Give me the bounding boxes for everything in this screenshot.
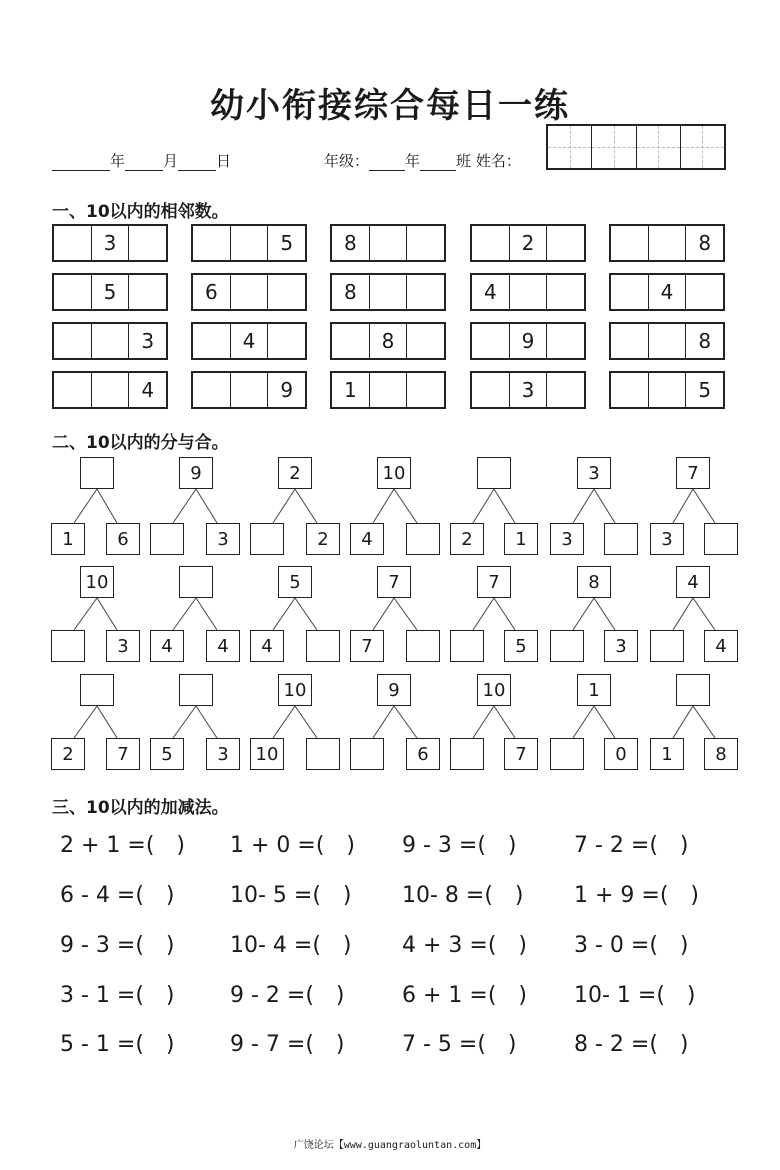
- name-cell[interactable]: [681, 126, 724, 168]
- bond-total-box[interactable]: 10: [377, 457, 411, 489]
- adjacent-number-group: [470, 224, 586, 262]
- bond-total-box[interactable]: 1: [577, 674, 611, 706]
- adjacent-number-group: [191, 322, 307, 360]
- number-cell[interactable]: [407, 324, 444, 358]
- number-cell[interactable]: [231, 275, 269, 309]
- bond-total-box[interactable]: [179, 674, 213, 706]
- number-cell[interactable]: [649, 373, 687, 407]
- equation[interactable]: 9 - 3 =( ): [60, 933, 175, 958]
- adjacent-number-group: [191, 371, 307, 409]
- equation[interactable]: 8 - 2 =( ): [574, 1032, 689, 1057]
- adjacent-number-group: [191, 224, 307, 262]
- equation[interactable]: 6 + 1 =( ): [402, 983, 528, 1008]
- number-cell[interactable]: [231, 373, 269, 407]
- bond-left-box[interactable]: [650, 630, 684, 662]
- bond-left-box[interactable]: 7: [350, 630, 384, 662]
- number-cell[interactable]: 9: [280, 378, 294, 402]
- adjacent-number-group: [191, 273, 307, 311]
- name-cell[interactable]: [548, 126, 592, 168]
- bond-line-left: [373, 706, 394, 738]
- bond-line-right: [594, 706, 615, 738]
- name-label: 姓名：: [475, 152, 521, 170]
- bond-line-left: [673, 489, 693, 523]
- number-cell[interactable]: [407, 275, 444, 309]
- bond-right-box[interactable]: 6: [406, 738, 440, 770]
- equation[interactable]: 1 + 9 =( ): [574, 883, 700, 908]
- number-cell[interactable]: [649, 226, 687, 260]
- grade-year-label: 年: [405, 152, 421, 170]
- number-cell[interactable]: 8: [698, 231, 712, 255]
- bond-line-right: [97, 598, 117, 630]
- number-cell[interactable]: [611, 275, 649, 309]
- bond-line-left: [473, 598, 494, 630]
- bond-line-left: [573, 706, 594, 738]
- bond-total-box[interactable]: [179, 566, 213, 598]
- bond-line-right: [494, 706, 515, 738]
- section-3-title: 三、10以内的加减法。: [52, 798, 229, 818]
- day-blank[interactable]: [178, 156, 216, 171]
- number-cell[interactable]: 4: [472, 275, 510, 309]
- number-cell[interactable]: [611, 226, 649, 260]
- number-cell[interactable]: 9: [510, 324, 548, 358]
- class-blank[interactable]: [420, 156, 456, 171]
- bond-total-box[interactable]: 7: [477, 566, 511, 598]
- number-cell[interactable]: 4: [231, 324, 269, 358]
- number-cell[interactable]: 3: [141, 329, 155, 353]
- bond-right-box[interactable]: 5: [504, 630, 538, 662]
- adjacent-number-group: [330, 371, 446, 409]
- equation[interactable]: 6 - 4 =( ): [60, 883, 175, 908]
- bond-total-box[interactable]: [80, 457, 114, 489]
- bond-left-box[interactable]: 4: [350, 523, 384, 555]
- footer-watermark: 广饶论坛【www.guangraoluntan.com】: [293, 1140, 487, 1151]
- number-cell[interactable]: [129, 275, 166, 309]
- grade-blank[interactable]: [369, 156, 405, 171]
- number-cell[interactable]: 8: [332, 275, 370, 309]
- number-cell[interactable]: [268, 324, 305, 358]
- bond-right-box[interactable]: 3: [206, 523, 240, 555]
- number-cell[interactable]: [407, 226, 444, 260]
- month-label: 月: [163, 152, 179, 170]
- adjacent-number-group: [470, 371, 586, 409]
- bond-right-box[interactable]: [406, 523, 440, 555]
- number-cell[interactable]: 5: [280, 231, 294, 255]
- number-cell[interactable]: [472, 373, 510, 407]
- equation[interactable]: 10- 8 =( ): [402, 883, 524, 908]
- adjacent-number-group: [52, 371, 168, 409]
- bond-right-box[interactable]: 6: [106, 523, 140, 555]
- bond-total-box[interactable]: 8: [577, 566, 611, 598]
- number-cell[interactable]: 5: [698, 378, 712, 402]
- number-cell[interactable]: [193, 226, 231, 260]
- bond-right-box[interactable]: 3: [604, 630, 638, 662]
- bond-right-box[interactable]: 8: [704, 738, 738, 770]
- number-cell[interactable]: [547, 373, 584, 407]
- bond-line-right: [494, 489, 515, 523]
- bond-right-box[interactable]: [406, 630, 440, 662]
- bond-line-right: [693, 706, 715, 738]
- bond-line-left: [373, 598, 394, 630]
- equation[interactable]: 7 - 2 =( ): [574, 833, 689, 858]
- bond-left-box[interactable]: [250, 523, 284, 555]
- day-label: 日: [216, 152, 232, 170]
- number-cell[interactable]: 3: [510, 373, 548, 407]
- equation[interactable]: 7 - 5 =( ): [402, 1032, 517, 1057]
- name-cell[interactable]: [592, 126, 636, 168]
- bond-left-box[interactable]: 4: [250, 630, 284, 662]
- number-cell[interactable]: [193, 324, 231, 358]
- bond-line-right: [196, 598, 217, 630]
- equation[interactable]: 10- 5 =( ): [230, 883, 352, 908]
- bond-line-left: [473, 706, 494, 738]
- bond-total-box[interactable]: 7: [676, 457, 710, 489]
- number-cell[interactable]: [547, 275, 584, 309]
- number-cell[interactable]: [54, 275, 92, 309]
- bond-line-left: [74, 489, 97, 523]
- bond-total-box[interactable]: 9: [179, 457, 213, 489]
- bond-line-right: [594, 598, 615, 630]
- bond-line-left: [573, 489, 594, 523]
- bond-left-box[interactable]: 1: [650, 738, 684, 770]
- bond-line-right: [394, 489, 417, 523]
- number-cell[interactable]: [332, 324, 370, 358]
- year-blank[interactable]: [52, 156, 110, 171]
- bond-total-box[interactable]: 2: [278, 457, 312, 489]
- month-blank[interactable]: [125, 156, 163, 171]
- bond-total-box[interactable]: [676, 674, 710, 706]
- equation[interactable]: 2 + 1 =( ): [60, 833, 186, 858]
- bond-left-box[interactable]: 3: [550, 523, 584, 555]
- adjacent-number-group: [470, 273, 586, 311]
- equation[interactable]: 4 + 3 =( ): [402, 933, 528, 958]
- bond-right-box[interactable]: [604, 523, 638, 555]
- bond-line-right: [494, 598, 515, 630]
- number-cell[interactable]: 3: [92, 226, 130, 260]
- number-cell[interactable]: 6: [193, 275, 231, 309]
- grade-label: 年级：: [324, 152, 370, 170]
- bond-total-box[interactable]: 5: [278, 566, 312, 598]
- bond-left-box[interactable]: 4: [150, 630, 184, 662]
- equation[interactable]: 10- 4 =( ): [230, 933, 352, 958]
- bond-left-box[interactable]: 5: [150, 738, 184, 770]
- bond-left-box[interactable]: [350, 738, 384, 770]
- bond-total-box[interactable]: [477, 457, 511, 489]
- class-label: 班: [456, 152, 472, 170]
- number-cell[interactable]: [547, 226, 584, 260]
- number-cell[interactable]: [649, 324, 687, 358]
- adjacent-number-group: [609, 322, 725, 360]
- number-cell[interactable]: [370, 373, 408, 407]
- bond-right-box[interactable]: [704, 523, 738, 555]
- bond-right-box[interactable]: 7: [504, 738, 538, 770]
- bond-line-right: [295, 598, 317, 630]
- number-cell[interactable]: [510, 275, 548, 309]
- number-cell[interactable]: [268, 275, 305, 309]
- bond-right-box[interactable]: 7: [106, 738, 140, 770]
- bond-total-box[interactable]: 3: [577, 457, 611, 489]
- bond-line-right: [394, 598, 417, 630]
- number-cell[interactable]: [92, 324, 130, 358]
- bond-right-box[interactable]: [306, 738, 340, 770]
- bond-line-left: [173, 489, 196, 523]
- class-line: [324, 150, 521, 171]
- number-cell[interactable]: [370, 275, 408, 309]
- bond-right-box[interactable]: 4: [206, 630, 240, 662]
- number-cell[interactable]: [231, 226, 269, 260]
- bond-right-box[interactable]: 0: [604, 738, 638, 770]
- adjacent-number-group: [609, 371, 725, 409]
- name-writing-grid[interactable]: [546, 124, 726, 170]
- bond-total-box[interactable]: 9: [377, 674, 411, 706]
- bond-line-left: [74, 706, 97, 738]
- bond-line-right: [196, 706, 217, 738]
- bond-line-right: [394, 706, 417, 738]
- bond-line-left: [173, 598, 196, 630]
- bond-left-box[interactable]: [450, 630, 484, 662]
- equation[interactable]: 9 - 3 =( ): [402, 833, 517, 858]
- number-cell[interactable]: [472, 324, 510, 358]
- bond-left-box[interactable]: 10: [250, 738, 284, 770]
- page-title: 幼小衔接综合每日一练: [210, 86, 570, 126]
- bond-total-box[interactable]: 10: [80, 566, 114, 598]
- bond-line-left: [273, 706, 295, 738]
- bond-right-box[interactable]: 3: [206, 738, 240, 770]
- bond-total-box[interactable]: [80, 674, 114, 706]
- equation[interactable]: 1 + 0 =( ): [230, 833, 356, 858]
- number-cell[interactable]: 8: [698, 329, 712, 353]
- number-cell[interactable]: 4: [141, 378, 155, 402]
- equation[interactable]: 3 - 1 =( ): [60, 983, 175, 1008]
- number-cell[interactable]: [472, 226, 510, 260]
- bond-right-box[interactable]: 2: [306, 523, 340, 555]
- bond-left-box[interactable]: [51, 630, 85, 662]
- bond-left-box[interactable]: [550, 738, 584, 770]
- bond-line-right: [594, 489, 615, 523]
- number-cell[interactable]: [686, 275, 723, 309]
- number-cell[interactable]: [54, 324, 92, 358]
- number-cell[interactable]: [370, 226, 408, 260]
- bond-right-box[interactable]: 4: [704, 630, 738, 662]
- bond-line-right: [693, 489, 715, 523]
- bond-left-box[interactable]: 3: [650, 523, 684, 555]
- number-cell[interactable]: 5: [92, 275, 130, 309]
- bond-line-left: [673, 706, 693, 738]
- number-cell[interactable]: 2: [510, 226, 548, 260]
- adjacent-number-group: [330, 224, 446, 262]
- number-cell[interactable]: [92, 373, 130, 407]
- bond-total-box[interactable]: 10: [477, 674, 511, 706]
- bond-left-box[interactable]: 2: [51, 738, 85, 770]
- equation[interactable]: 9 - 2 =( ): [230, 983, 345, 1008]
- bond-total-box[interactable]: 10: [278, 674, 312, 706]
- bond-line-right: [693, 598, 715, 630]
- adjacent-number-group: [52, 224, 168, 262]
- number-cell[interactable]: [129, 226, 166, 260]
- adjacent-number-group: [609, 273, 725, 311]
- adjacent-number-group: [330, 322, 446, 360]
- number-cell[interactable]: 8: [332, 226, 370, 260]
- bond-left-box[interactable]: [450, 738, 484, 770]
- section-1-title: 一、10以内的相邻数。: [52, 202, 229, 222]
- name-cell[interactable]: [637, 126, 681, 168]
- equation[interactable]: 9 - 7 =( ): [230, 1032, 345, 1057]
- bond-line-left: [173, 706, 196, 738]
- bond-line-right: [97, 706, 117, 738]
- adjacent-number-group: [470, 322, 586, 360]
- bond-line-left: [273, 489, 295, 523]
- equation[interactable]: 3 - 0 =( ): [574, 933, 689, 958]
- bond-line-left: [473, 489, 494, 523]
- number-cell[interactable]: 8: [370, 324, 408, 358]
- section-2-title: 二、10以内的分与合。: [52, 433, 229, 453]
- equation[interactable]: 10- 1 =( ): [574, 983, 696, 1008]
- adjacent-number-group: [330, 273, 446, 311]
- adjacent-number-group: [609, 224, 725, 262]
- bond-line-left: [273, 598, 295, 630]
- number-cell[interactable]: [407, 373, 444, 407]
- bond-right-box[interactable]: 1: [504, 523, 538, 555]
- equation[interactable]: 5 - 1 =( ): [60, 1032, 175, 1057]
- bond-left-box[interactable]: 2: [450, 523, 484, 555]
- bond-line-right: [295, 706, 317, 738]
- bond-left-box[interactable]: [150, 523, 184, 555]
- bond-total-box[interactable]: 7: [377, 566, 411, 598]
- bond-right-box[interactable]: [306, 630, 340, 662]
- year-label: 年: [110, 152, 126, 170]
- bond-line-right: [196, 489, 217, 523]
- bond-line-left: [74, 598, 97, 630]
- bond-total-box[interactable]: 4: [676, 566, 710, 598]
- adjacent-number-group: [52, 322, 168, 360]
- bond-line-left: [573, 598, 594, 630]
- number-cell[interactable]: [193, 373, 231, 407]
- date-line: [52, 150, 231, 171]
- bond-right-box[interactable]: 3: [106, 630, 140, 662]
- bond-line-left: [373, 489, 394, 523]
- number-cell[interactable]: [54, 226, 92, 260]
- bond-left-box[interactable]: [550, 630, 584, 662]
- bond-left-box[interactable]: 1: [51, 523, 85, 555]
- number-cell[interactable]: [547, 324, 584, 358]
- number-cell[interactable]: 1: [332, 373, 370, 407]
- bond-line-right: [97, 489, 117, 523]
- bond-line-left: [673, 598, 693, 630]
- adjacent-number-group: [52, 273, 168, 311]
- number-cell[interactable]: [611, 373, 649, 407]
- number-cell[interactable]: 4: [649, 275, 687, 309]
- bond-line-right: [295, 489, 317, 523]
- number-cell[interactable]: [611, 324, 649, 358]
- number-cell[interactable]: [54, 373, 92, 407]
